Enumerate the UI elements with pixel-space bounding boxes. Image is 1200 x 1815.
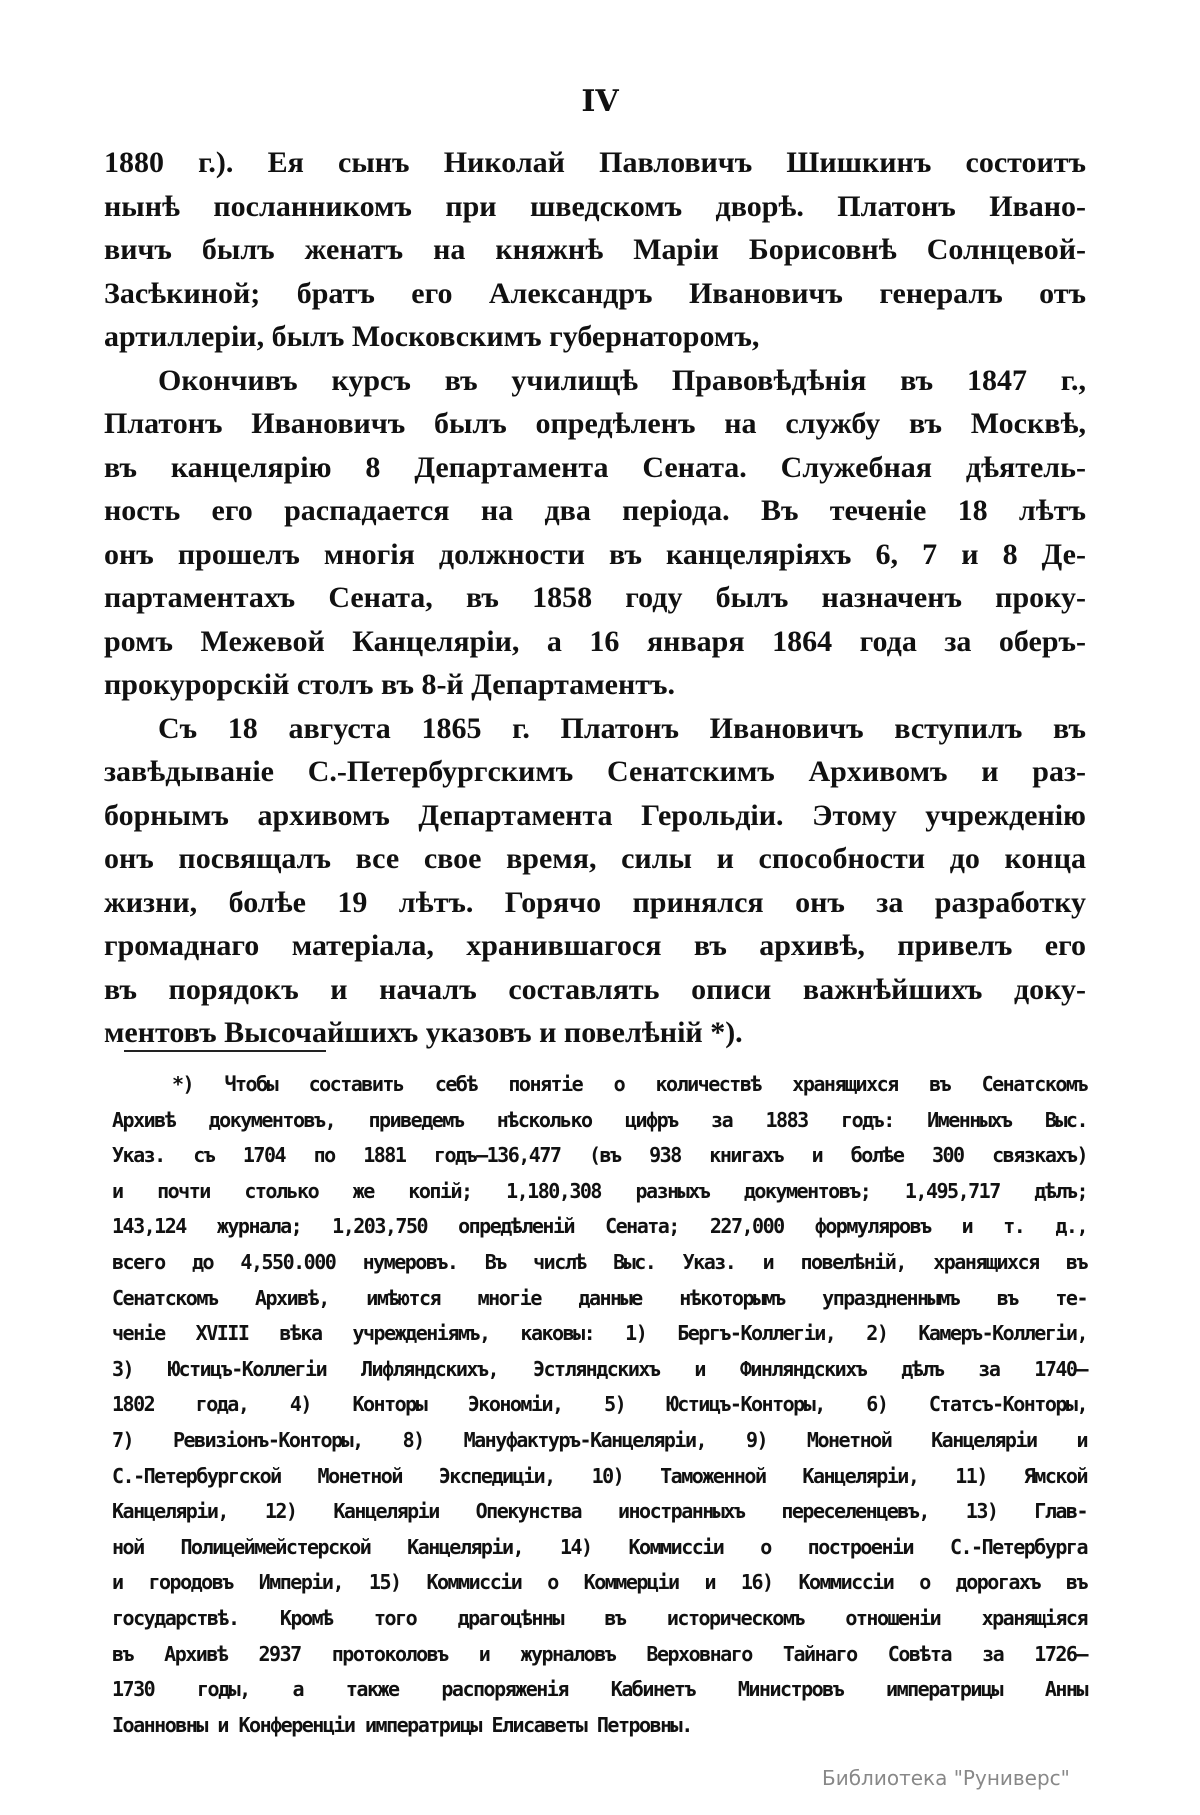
text-line: въ канцелярію 8 Департамента Сената. Служебная дѣятель- <box>104 450 1086 484</box>
text-line: Платонъ Ивановичъ былъ опредѣленъ на службу въ Москвѣ, <box>104 407 1086 440</box>
text-line: Окончивъ курсъ въ училищѣ Правовѣдѣнія въ 1847 г., <box>158 363 1086 397</box>
footnote-line: 3) Юстицъ-Коллегіи Лифляндскихъ, Эстляндскихъ и Финляндскихъ дѣлъ за 1740— <box>112 1356 1087 1381</box>
footnote-line: С.-Петербургской Монетной Экспедиціи, 10) Таможенной Канцеляріи, 11) Ямской <box>112 1463 1087 1488</box>
text-line: жизни, болѣе 19 лѣтъ. Горячо принялся онъ за разработку <box>104 885 1086 919</box>
library-watermark: Библиотека "Руниверс" <box>822 1766 1070 1790</box>
footnote-line: государствѣ. Кромѣ того драгоцѣнны въ историческомъ отношеніи хранящіяся <box>112 1605 1087 1630</box>
text-line: онъ прошелъ многія должности въ канцеляріяхъ 6, 7 и 8 Де- <box>104 537 1086 571</box>
text-line: въ порядокъ и началъ составлять описи важнѣйшихъ доку- <box>104 972 1086 1006</box>
footnote-line: ченіе XVIII вѣка учрежденіямъ, каковы: 1) Бергъ-Коллегіи, 2) Камеръ-Коллегіи, <box>112 1321 1087 1346</box>
footnote-line: 1730 годы, а также распоряженія Кабинетъ Министровъ императрицы Анны <box>112 1677 1087 1702</box>
footnote-line: Указ. съ 1704 по 1881 годъ—136,477 (въ 938 книгахъ и болѣе 300 связкахъ) <box>112 1143 1087 1168</box>
text-line: борнымъ архивомъ Департамента Герольдіи. Этому учрежденію <box>104 798 1086 832</box>
main-text <box>104 146 1086 1060</box>
footnote-line: Канцеляріи, 12) Канцеляріи Опекунства иностранныхъ переселенцевъ, 13) Глав- <box>112 1499 1087 1524</box>
text-line: прокурорскій столъ въ 8-й Департаментъ. <box>104 668 675 701</box>
footnote-line: и почти столько же копій; 1,180,308 разныхъ документовъ; 1,495,717 дѣлъ; <box>112 1178 1087 1203</box>
text-line: онъ посвящалъ все свое время, силы и способности до конца <box>104 842 1086 875</box>
footnote-line: ной Полицеймейстерской Канцеляріи, 14) Коммиссіи о построеніи С.-Петербурга <box>112 1534 1087 1559</box>
footnote-line: 143,124 журнала; 1,203,750 опредѣленій Сената; 227,000 формуляровъ и т. д., <box>112 1214 1087 1239</box>
text-line: Съ 18 августа 1865 г. Платонъ Ивановичъ вступилъ въ <box>158 711 1086 745</box>
footnote-line: въ Архивѣ 2937 протоколовъ и журналовъ Верховнаго Тайнаго Совѣта за 1726— <box>112 1641 1087 1666</box>
text-line: ромъ Межевой Канцеляріи, а 16 января 1864 года за оберъ- <box>104 624 1086 658</box>
footnote <box>112 1072 1087 1748</box>
footnote-line: Іоанновны и Конференціи императрицы Елисаветы Петровны. <box>112 1712 692 1737</box>
text-line: нынѣ посланникомъ при шведскомъ дворѣ. Платонъ Ивано- <box>104 189 1086 223</box>
text-line: вичъ былъ женатъ на княжнѣ Маріи Борисовнѣ Солнцевой- <box>104 233 1086 266</box>
footnote-line: Архивѣ документовъ, приведемъ нѣсколько цифръ за 1883 годъ: Именныхъ Выс. <box>112 1107 1087 1132</box>
text-line: партаментахъ Сената, въ 1858 году былъ назначенъ проку- <box>104 581 1086 614</box>
footnote-line: и городовъ Имперіи, 15) Коммиссіи о Коммерціи и 16) Коммиссіи о дорогахъ въ <box>112 1570 1087 1595</box>
text-line: Засѣкиной; братъ его Александръ Ивановичъ генералъ отъ <box>104 276 1086 310</box>
footnote-divider <box>124 1050 326 1052</box>
footnote-line: 7) Ревизіонъ-Конторы, 8) Мануфактуръ-Канцеляріи, 9) Монетной Канцеляріи и <box>112 1427 1087 1452</box>
footnote-line: всего до 4,550.000 нумеровъ. Въ числѣ Выс. Указ. и повелѣній, хранящихся въ <box>112 1249 1087 1274</box>
footnote-line: *) Чтобы составить себѣ понятіе о количествѣ хранящихся въ Сенатскомъ <box>172 1072 1087 1096</box>
text-line: ность его распадается на два періода. Въ теченіе 18 лѣтъ <box>104 494 1086 527</box>
text-line: ментовъ Высочайшихъ указовъ и повелѣній *). <box>104 1016 743 1049</box>
page-number: IV <box>581 84 619 119</box>
text-line: артиллеріи, былъ Московскимъ губернаторомъ, <box>104 320 760 353</box>
text-line: завѣдываніе С.-Петербургскимъ Сенатскимъ Архивомъ и раз- <box>104 755 1086 788</box>
footnote-line: 1802 года, 4) Конторы Экономіи, 5) Юстицъ-Конторы, 6) Статсъ-Конторы, <box>112 1392 1087 1417</box>
text-line: громаднаго матеріала, хранившагося въ архивѣ, привелъ его <box>104 929 1086 962</box>
text-line: 1880 г.). Ея сынъ Николай Павловичъ Шишкинъ состоитъ <box>104 146 1086 179</box>
footnote-line: Сенатскомъ Архивѣ, имѣются многіе данные нѣкоторымъ упраздненнымъ въ те- <box>112 1285 1087 1310</box>
